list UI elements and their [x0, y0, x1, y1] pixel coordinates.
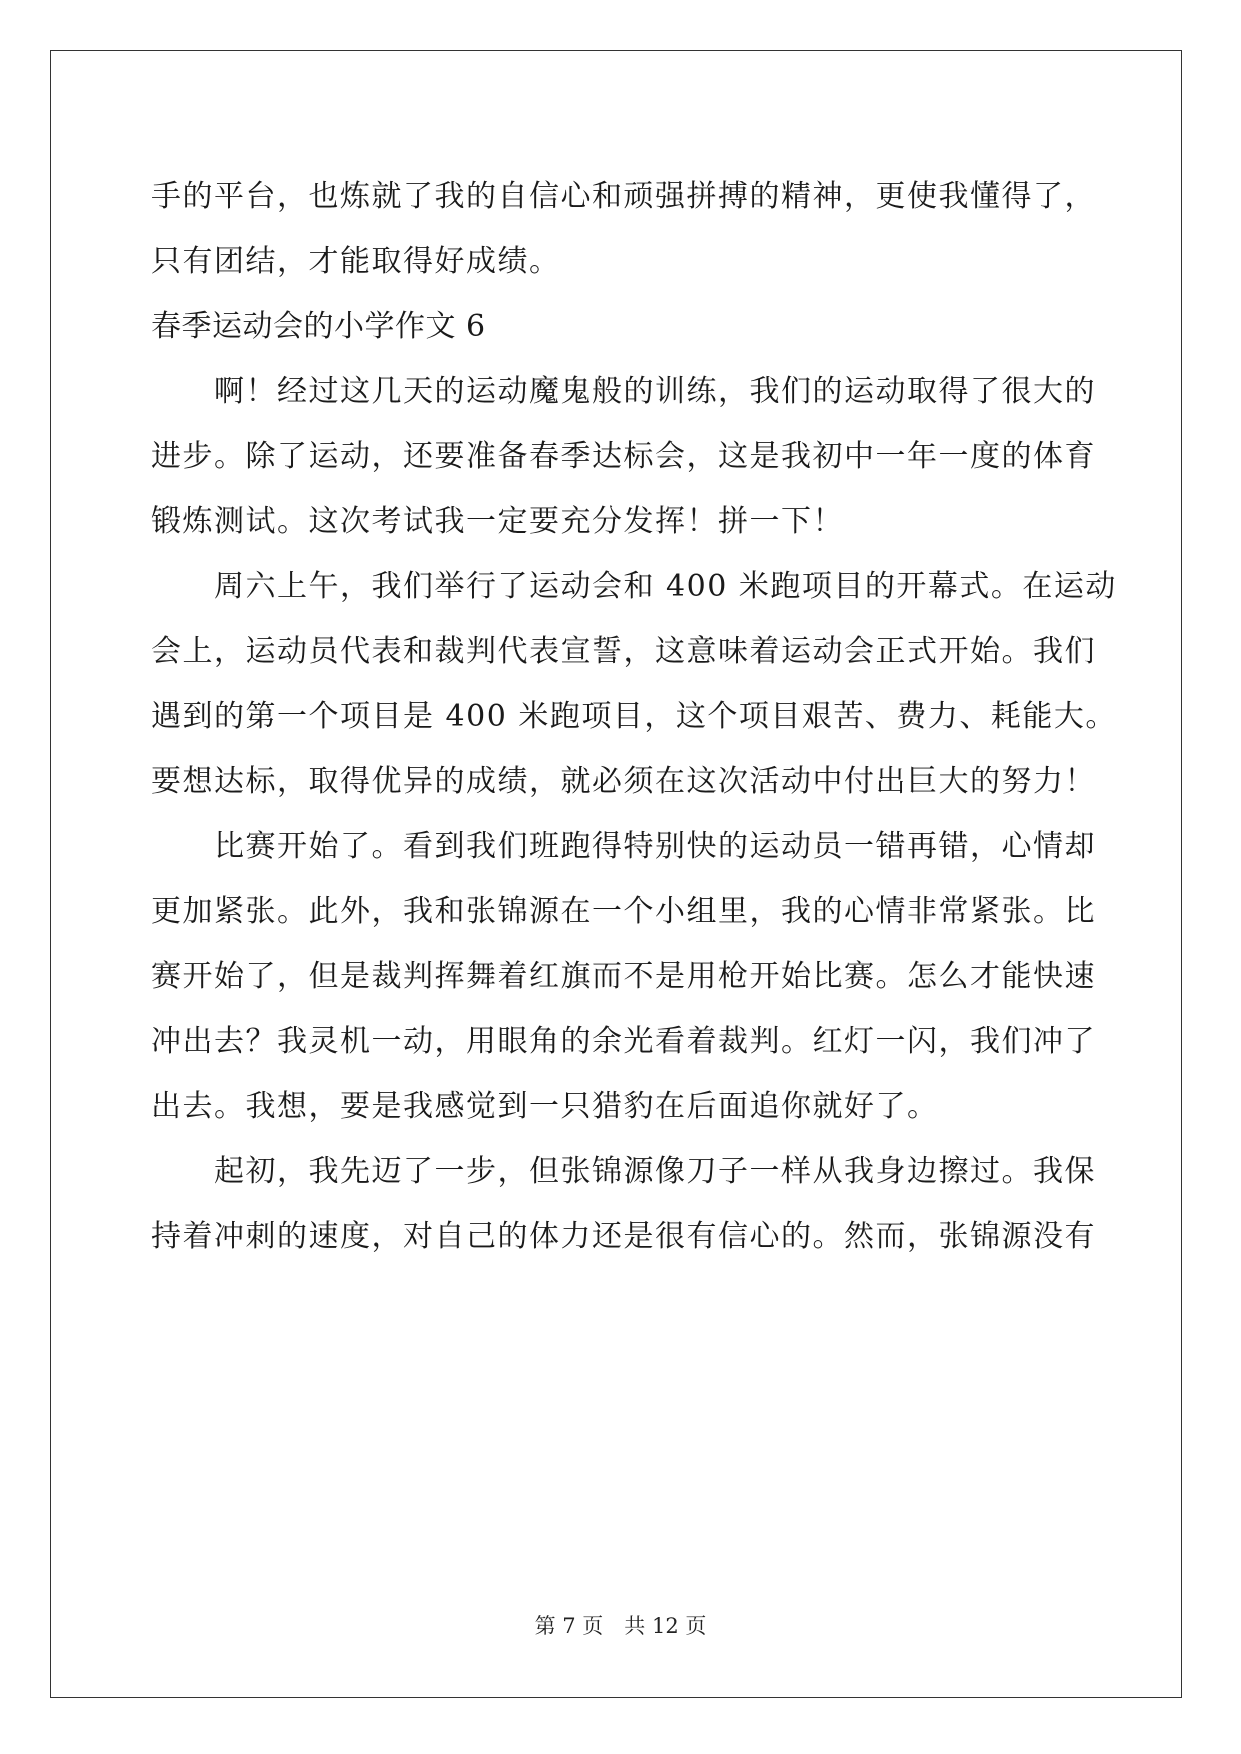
text-line: 进步。除了运动，还要准备春季达标会，这是我初中一年一度的体育: [151, 439, 1096, 474]
paragraph-first-line: 周六上午，我们举行了运动会和 400 米跑项目的开幕式。在运动: [214, 569, 1117, 604]
text-line: 持着冲刺的速度，对自己的体力还是很有信心的。然而，张锦源没有: [151, 1219, 1096, 1254]
text-line: 更加紧张。此外，我和张锦源在一个小组里，我的心情非常紧张。比: [151, 894, 1096, 929]
paragraph-first-line: 比赛开始了。看到我们班跑得特别快的运动员一错再错，心情却: [214, 829, 1096, 864]
text-line: 要想达标，取得优异的成绩，就必须在这次活动中付出巨大的努力！: [151, 764, 1096, 799]
text-line: 出去。我想，要是我感觉到一只猎豹在后面追你就好了。: [151, 1089, 939, 1124]
text-line: 冲出去？我灵机一动，用眼角的余光看着裁判。红灯一闪，我们冲了: [151, 1024, 1096, 1059]
text-line: 只有团结，才能取得好成绩。: [151, 244, 561, 279]
section-heading: 春季运动会的小学作文 6: [151, 309, 486, 344]
paragraph-first-line: 起初，我先迈了一步，但张锦源像刀子一样从我身边擦过。我保: [214, 1154, 1096, 1189]
text-line: 会上，运动员代表和裁判代表宣誓，这意味着运动会正式开始。我们: [151, 634, 1096, 669]
paragraph-first-line: 啊！经过这几天的运动魔鬼般的训练，我们的运动取得了很大的: [214, 374, 1096, 409]
text-line: 手的平台，也炼就了我的自信心和顽强拼搏的精神，更使我懂得了，: [151, 179, 1096, 214]
text-line: 遇到的第一个项目是 400 米跑项目，这个项目艰苦、费力、耗能大。: [151, 699, 1117, 734]
document-body: [151, 164, 1117, 1269]
text-line: 锻炼测试。这次考试我一定要充分发挥！拼一下！: [151, 504, 844, 539]
text-line: 赛开始了，但是裁判挥舞着红旗而不是用枪开始比赛。怎么才能快速: [151, 959, 1096, 994]
page-number-footer: 第 7 页 共 12 页: [534, 1614, 707, 1638]
